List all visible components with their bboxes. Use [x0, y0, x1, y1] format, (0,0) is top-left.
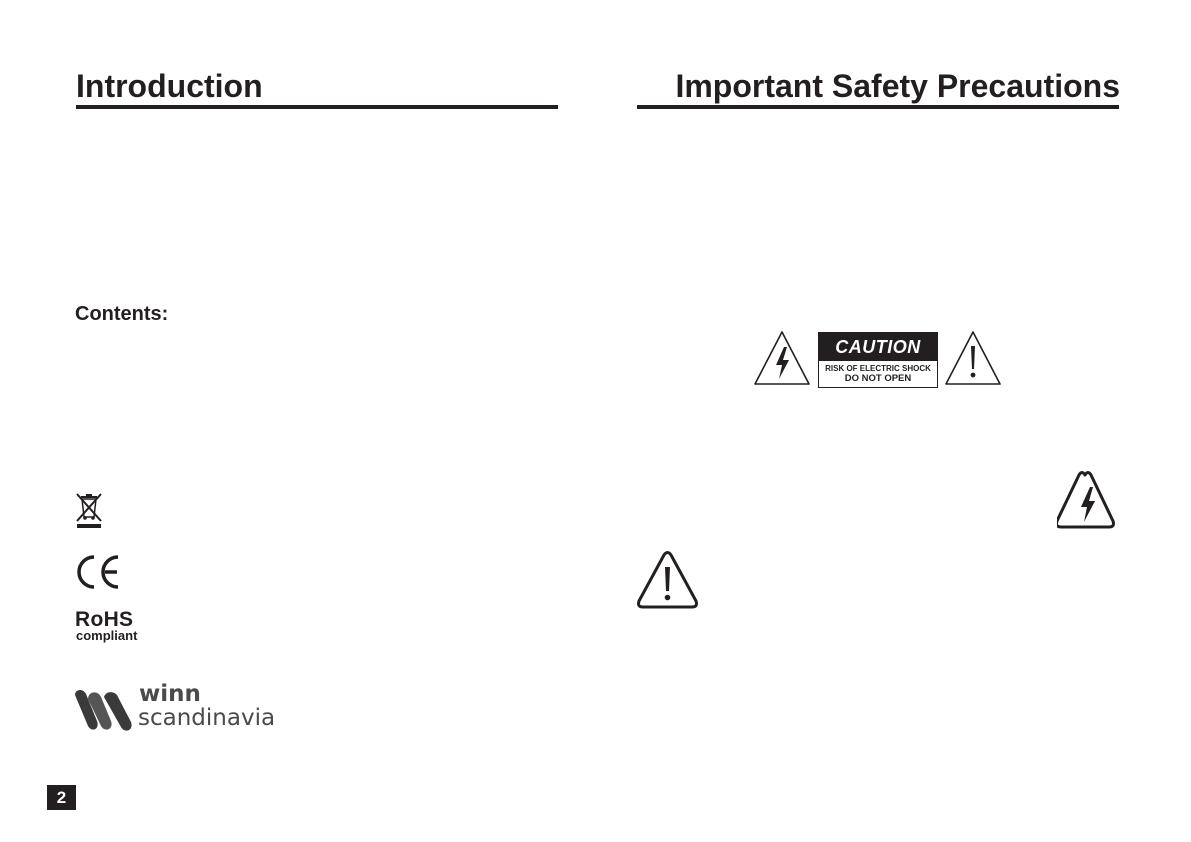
introduction-title-underline [76, 105, 558, 109]
safety-precautions-title: Important Safety Precautions [675, 68, 1120, 104]
crossed-out-wheelie-bin-icon [74, 491, 104, 529]
caution-line-1: RISK OF ELECTRIC SHOCK [825, 364, 931, 373]
lightning-warning-icon [1057, 471, 1119, 530]
safety-title-underline [637, 105, 1119, 109]
exclamation-warning-icon [943, 329, 1003, 387]
lightning-warning-icon [752, 329, 812, 387]
caution-label [818, 332, 938, 388]
winn-logo-icon [73, 689, 135, 731]
exclamation-warning-icon [636, 551, 699, 610]
brand-name-scandinavia: scandinavia [138, 705, 276, 731]
page-number: 2 [47, 785, 76, 810]
caution-heading: CAUTION [819, 333, 937, 361]
introduction-title: Introduction [76, 68, 263, 104]
ce-mark-icon [74, 554, 122, 590]
contents-heading: Contents: [75, 303, 169, 325]
rohs-label: RoHS [75, 608, 134, 631]
brand-name-winn: winn [139, 681, 201, 707]
rohs-compliant-label: compliant [76, 628, 138, 643]
caution-line-2: DO NOT OPEN [844, 373, 912, 384]
